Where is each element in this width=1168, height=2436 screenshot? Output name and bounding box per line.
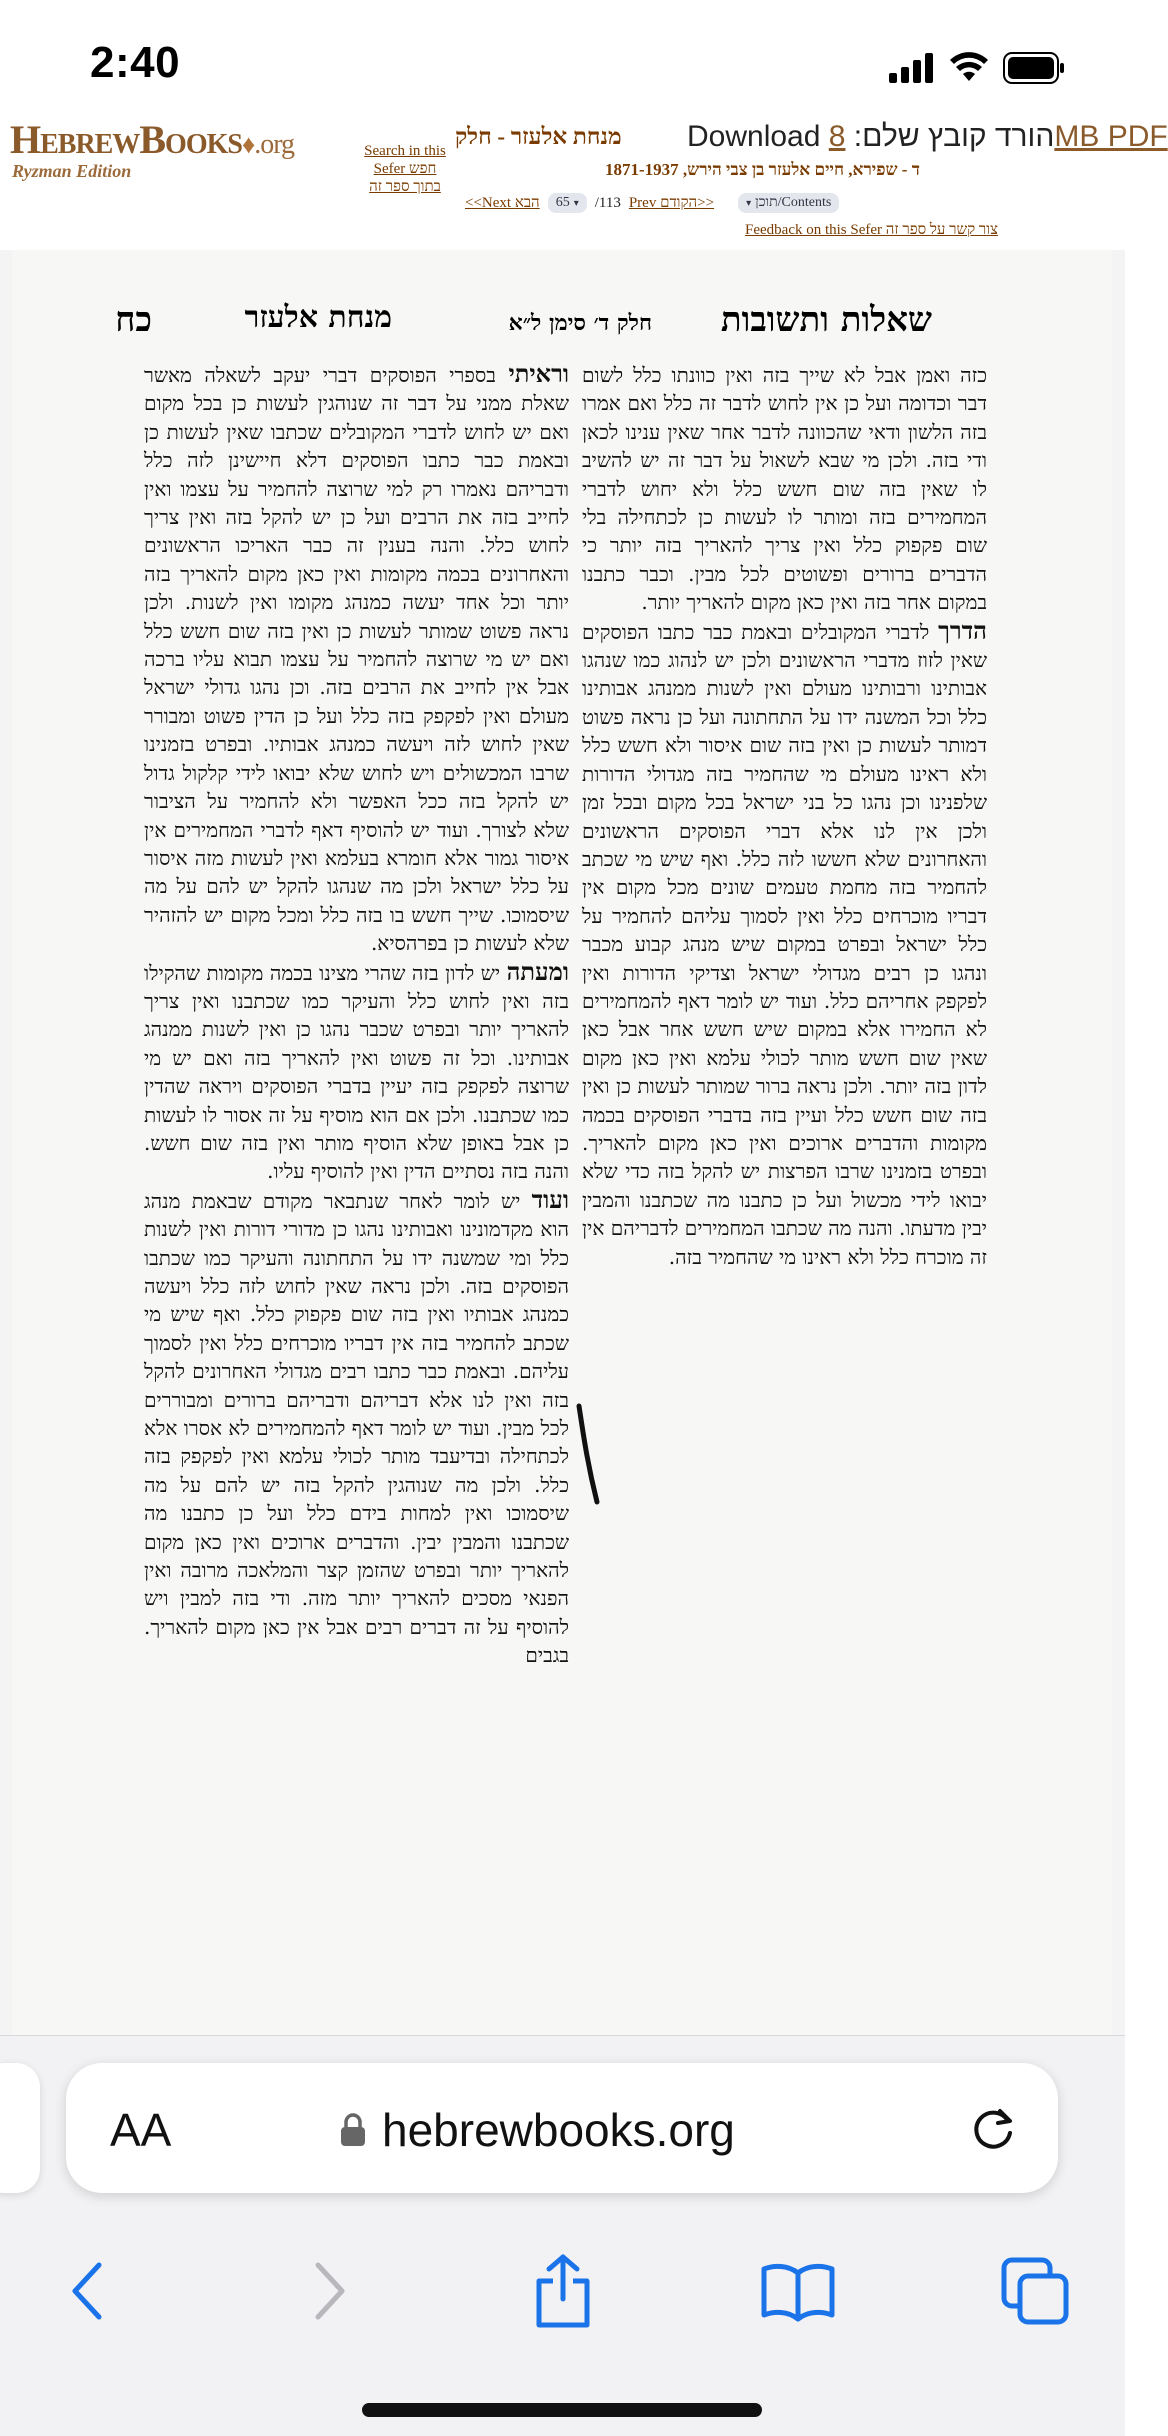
chevron-updown-icon: ▾ bbox=[746, 197, 752, 209]
share-icon bbox=[531, 2253, 595, 2329]
scan-pen-mark bbox=[575, 1402, 605, 1512]
scan-lead-word: ומעתה bbox=[506, 956, 569, 986]
scan-running-header bbox=[12, 300, 1112, 360]
logo-main-text: HebrewBooks bbox=[10, 117, 242, 162]
search-in-sefer-link[interactable]: Search in this Sefer חפש בתוך ספר זה bbox=[364, 143, 446, 195]
back-button[interactable] bbox=[32, 2236, 142, 2346]
status-bar bbox=[0, 0, 1125, 120]
prev-page-link[interactable]: Prev הקודם>> bbox=[628, 194, 715, 211]
scan-lead-word: הדרך bbox=[938, 615, 987, 645]
scan-paragraph: הדרך לדברי המקובלים ובאמת כבר כתבו הפוסקים שאין לזוז מדברי הראשונים ולכן יש לנהוג כמו שנהגו אבותינו ורבותינו מעולם ואין לשנות ממנהג אבותינו כלל וכל המשנה ידו על התחתונה ועל כן נראה פשוט דמותר לעשות כן ואין בזה שום איסור ולא חשש כלל ולא ראינו מעולם מי שהחמיר בזה מגדולי הדורות שלפנינו וכן נהגו כל בני ישראל בכל מקום ובכל זמן ולכן אין לנו אלא דברי הפוסקים הראשונים והאחרונים שלא חששו לזה כלל. ואף שיש מי שכתב להחמיר בזה מחמת טעמים שונים מכל מקום אין דבריו מוכרחים כלל ואין לסמוך עליהם להחמיר על כלל ישראל ובפרט במקום שיש מנהג קבוע מכבר ונהגו כן רבים מגדולי ישראל וצדיקי הדורות ואין לפקפק אחריהם כלל. ועוד יש לומר דאף להמחמירים לא החמירו אלא במקום שיש חשש אחר אבל כאן שאין שום חשש מותר לכולי עלמא ואין כאן מקום לדון בזה יותר. ולכן נראה ברור שמותר לעשות כן ואין בזה שום חשש כלל ועיין בזה בדברי הפוסקים בכמה מקומות והדברים ארוכים ואין כאן מקום להאריך. ובפרט בזמנינו שרבו הפרצות יש להקל בזה כדי שלא יבואו לידי מכשול ועל כן כתבנו מה שכתבנו והמבין יבין מדעתו. והנה מה שכתבו המחמירים לדבריהם אין זה מוכרח כלל ולא ראינו מי שהחמיר בזה. bbox=[582, 615, 988, 1269]
contents-select[interactable] bbox=[738, 193, 839, 213]
wifi-icon bbox=[949, 53, 989, 83]
logo-subtitle: Ryzman Edition bbox=[12, 161, 132, 181]
contents-select-label: תוכן/Contents bbox=[755, 195, 832, 210]
lock-icon bbox=[340, 2113, 366, 2147]
url-display[interactable] bbox=[340, 2103, 735, 2157]
hebrewbooks-logo[interactable] bbox=[10, 117, 295, 182]
page-select[interactable] bbox=[548, 193, 587, 213]
page-total: /113 bbox=[594, 194, 621, 211]
tabs-button[interactable] bbox=[980, 2236, 1090, 2346]
battery-icon bbox=[1003, 52, 1065, 84]
page-navigation bbox=[465, 193, 839, 213]
chevron-updown-icon: ▾ bbox=[573, 197, 579, 209]
download-link[interactable] bbox=[687, 120, 1168, 154]
logo-book-icon: ♦ bbox=[241, 130, 255, 159]
page-viewer[interactable] bbox=[0, 250, 1125, 2035]
home-indicator[interactable] bbox=[362, 2403, 762, 2417]
scan-header-page: כח bbox=[115, 300, 152, 340]
scan-paragraph: כזה ואמן אבל לא שייך בזה ואין כוונתו כלל לשום דבר וכדומה ועל כן אין לחוש לדבר זה כלל ואם אמרו בזה הלשון ודאי שהכוונה לדבר אחר שאין ענינו לכאן ודי בזה. ולכן מי שבא לשאול על דבר זה יש להשיב לו שאין בזה שום חשש כלל ולא יחוש לדברי המחמירים בזה ומותר לו לעשות כן לכתחילה בלי שום פקפוק כלל ואין צריך להאריך בזה יותר כי הדברים ברורים ופשוטים לכל מבין. וכבר כתבנו במקום אחר בזה ואין כאן מקום להאריך יותר. bbox=[582, 363, 987, 615]
scan-column-right bbox=[582, 360, 987, 1672]
bookmarks-button[interactable] bbox=[743, 2236, 853, 2346]
url-text: hebrewbooks.org bbox=[382, 2104, 735, 2156]
tabs-icon bbox=[1000, 2256, 1070, 2326]
reader-settings-label: AA bbox=[110, 2104, 172, 2156]
scan-paragraph: ומעתה יש לדון בזה שהרי מצינו בכמה מקומות שהקילו בזה ואין לחוש כלל והעיקר כמו שכתבנו ואין צריך להאריך יותר ובפרט שכבר נהגו כן ואין לשנות ממנהג אבותינו. וכל זה פשוט ואין להאריך בזה ואם יש מי שרוצה לפקפק בזה יעיין בדברי הפוסקים ויראה שהדין כמו שכתבנו. ולכן אם הוא מוסיף על זה אסור לו לעשות כן אבל באופן שלא הוסיף מותר ואין בזה שום חשש. והנה בזה נסתיים הדין ואין להוסיף עליו. bbox=[144, 956, 569, 1184]
cellular-signal-icon bbox=[889, 53, 935, 83]
book-title: מנחת אלעזר - חלק bbox=[455, 124, 622, 149]
reload-icon bbox=[966, 2101, 1020, 2155]
scan-paragraph: ועוד יש לומר לאחר שנתבאר מקודם שבאמת מנהג הוא מקדמונינו ואבותינו נהגו כן מדורי דורות ואין לשנות כלל ומי שמשנה ידו על התחתונה והעיקר כמו שכתבו הפוסקים בזה. ולכן נראה שאין לחוש לזה כלל ויעשה כמנהג אבותיו ואין בזה שום פקפוק כלל. ואף שיש מי שכתב להחמיר בזה אין דבריו מוכרחים כלל ואין לסמוך עליהם. ובאמת כבר כתבו רבים מגדולי האחרונים להקל בזה ואין לנו אלא דבריהם ודבריהם ברורים ומבוררים לכל מבין. ועוד יש לומר דאף להמחמירים לא אסרו אלא לכתחילה ובדיעבד מותר לכולי עלמא ואין לפקפק בזה כלל. ולכן מה שנוהגין להקל בזה יש להם על מה שיסמוכו ואין למחות בידם כלל ועל כן כתבנו מה שכתבנו והמבין יבין. והדברים ארוכים ואין כאן מקום להאריך יותר ובפרט שהזמן קצר והמלאכה מרובה ואין הפנאי מסכים להאריך יותר מזה. ודי בזה למבין ויש להוסיף על זה דברים רבים אבל אין כאן מקום להאריך. בגבים bbox=[144, 1184, 570, 1668]
reader-settings-button[interactable] bbox=[110, 2103, 171, 2157]
site-header bbox=[0, 117, 1168, 250]
page-select-value: 65 bbox=[555, 195, 570, 210]
logo-org-text: .org bbox=[254, 129, 295, 160]
status-icons bbox=[889, 52, 1065, 84]
chevron-right-icon bbox=[310, 2261, 350, 2321]
next-page-link[interactable]: <<Next הבא bbox=[465, 194, 540, 211]
chevron-left-icon bbox=[67, 2261, 107, 2321]
scan-column-left bbox=[144, 360, 569, 1860]
book-icon bbox=[760, 2261, 836, 2321]
download-label: Download הורד קובץ שלם: bbox=[687, 120, 1055, 153]
scan-paragraph: וראיתי בספרי הפוסקים דברי יעקב לשאלה מאשר שאלת ממני על דבר זה שנוהגין לעשות כן בכל מקום ואם יש לחוש לדברי המקובלים שכתבו שאין לעשות כן ובאמת כבר כתבו הפוסקים דלא חיישינן לזה כלל ודבריהם נאמרו רק למי שרוצה להחמיר על עצמו ואין לחייב בזה את הרבים ועל כן יש להקל בזה ואין צריך לחוש כלל. והנה בענין זה כבר האריכו הראשונים והאחרונים בכמה מקומות ואין כאן מקום להאריך בזה יותר וכל אחד יעשה כמנהג מקומו ואין לשנות. ולכן נראה פשוט שמותר לעשות כן ואין בזה שום חשש כלל ואם יש מי שרוצה להחמיר על עצמו תבוא עליו ברכה אבל אין לחייב את הרבים בזה. וכן נהגו גדולי ישראל מעולם ואין לפקפק בזה כלל ועל כן הדין פשוט ומבורר שאין לחוש לזה ויעשה כמנהג אבותיו. ובפרט בזמנינו שרבו המכשולים ויש לחוש שלא יבואו לידי קלקול גדול יש להקל בזה ככל האפשר ולא להחמיר על הציבור שלא לצורך. ועוד יש להוסיף דאף לדברי המחמירים אין איסור גמור אלא חומרא בעלמא ואין לעשות מזה איסור על כלל ישראל ולכן מה שנהגו להקל יש להם על מה שיסמוכו. שייך חשש בו בזה כלל ומכל מקום יש להזהיר שלא לעשות כן בפרהסיא. bbox=[144, 359, 569, 956]
scanned-page bbox=[12, 250, 1112, 2035]
scan-header-section: חלק ד׳ סימן ל״א bbox=[508, 310, 652, 336]
forward-button[interactable] bbox=[275, 2236, 385, 2346]
previous-tab-peek[interactable] bbox=[0, 2063, 40, 2193]
share-button[interactable] bbox=[508, 2236, 618, 2346]
browser-bottom-bar bbox=[0, 2035, 1125, 2436]
author-line: ד - שפירא, חיים אלעזר בן צבי הירש, 1871-1937 bbox=[605, 160, 920, 179]
browser-toolbar bbox=[0, 2236, 1125, 2346]
download-size: 8MB PDF bbox=[828, 120, 1168, 153]
scan-header-right: שאלות ותשובות bbox=[720, 300, 932, 340]
feedback-link[interactable]: Feedback on this Sefer צור קשר על ספר זה bbox=[745, 222, 998, 238]
reload-button[interactable] bbox=[966, 2101, 1020, 2160]
scan-lead-word: וראיתי bbox=[508, 359, 569, 388]
address-bar[interactable] bbox=[66, 2063, 1058, 2193]
scan-header-title: מנחת אלעזר bbox=[244, 300, 392, 335]
status-time: 2:40 bbox=[90, 38, 181, 87]
scan-lead-word: ועוד bbox=[531, 1184, 569, 1214]
